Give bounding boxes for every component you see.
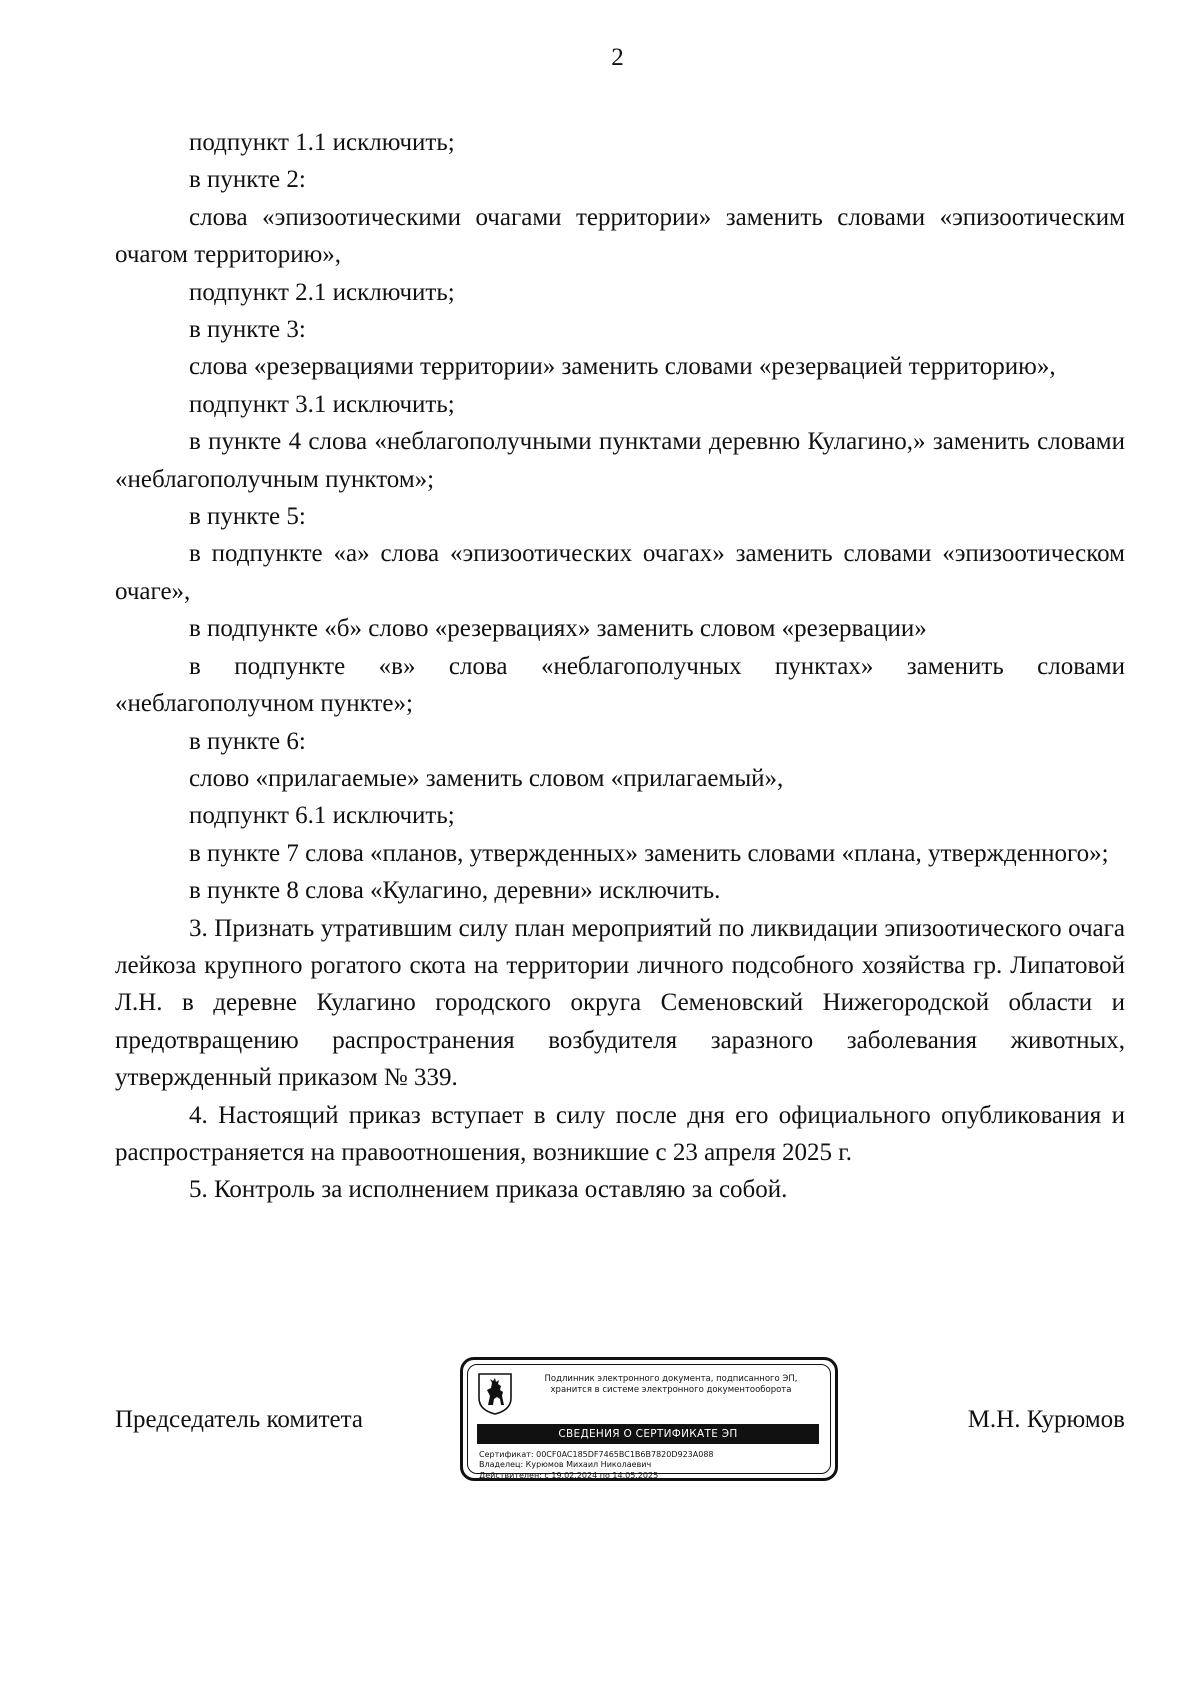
- paragraph: в пункте 5:: [189, 503, 306, 531]
- paragraph: в пункте 7 слова «планов, утвержденных» заменить словами «плана, утвержденного»;: [189, 839, 1109, 867]
- paragraph: подпункт 2.1 исключить;: [189, 278, 455, 306]
- stamp-note-line: Подлинник электронного документа, подписанного ЭП,: [544, 1374, 798, 1384]
- e-signature-stamp: [460, 1357, 838, 1481]
- paragraph: в пункте 2:: [189, 166, 306, 194]
- stamp-header: СВЕДЕНИЯ О СЕРТИФИКАТЕ ЭП: [477, 1424, 819, 1444]
- stamp-certificate: Сертификат: 00CF0AC185DF7465BC1B6B7820D923A088: [479, 1450, 714, 1459]
- paragraph: 4. Настоящий приказ вступает в силу после дня его официального опубликования и распространяется на правоотношения, возникшие с 23 апреля 2025 г.: [115, 1101, 1125, 1166]
- paragraph: 5. Контроль за исполнением приказа оставляю за собой.: [189, 1176, 788, 1204]
- paragraph: подпункт 3.1 исключить;: [189, 390, 455, 418]
- page-number: 2: [611, 44, 624, 71]
- stamp-note-line: хранится в системе электронного документооборота: [550, 1385, 792, 1395]
- paragraph: в подпункте «б» слово «резервациях» заменить словом «резервации»: [189, 615, 927, 643]
- coat-of-arms-icon: [477, 1372, 513, 1416]
- paragraph: слова «резервациями территории» заменить словами «резервацией территорию»,: [189, 353, 1056, 381]
- stamp-details: [479, 1450, 714, 1481]
- paragraph: в пункте 8 слова «Кулагино, деревни» исключить.: [189, 877, 721, 905]
- paragraph: в подпункте «в» слова «неблагополучных пунктах» заменить словами «неблагополучном пункте»;: [115, 652, 1125, 718]
- paragraph: в пункте 4 слова «неблагополучными пунктами деревню Кулагино,» заменить словами «неблагополучным пунктом»;: [115, 428, 1125, 493]
- document-body: [115, 124, 1125, 1209]
- paragraph: слова «эпизоотическими очагами территории» заменить словами «эпизоотическим очагом территорию»,: [115, 203, 1125, 269]
- stamp-note: [521, 1374, 821, 1396]
- paragraph: подпункт 6.1 исключить;: [189, 802, 455, 830]
- stamp-owner: Владелец: Курюмов Михаил Николаевич: [479, 1460, 652, 1470]
- stamp-validity: Действителен: с 19.02.2024 по 14.05.2025: [479, 1470, 659, 1480]
- paragraph: 3. Признать утратившим силу план мероприятий по ликвидации эпизоотического очага лейкоза крупного рогатого скота на территории личного подсобного хозяйства гр. Липатовой Л.Н. в деревне Кулагино городского округа Семеновский Нижегородской области и предотвращению распространения возбудителя заразного заболевания животных, утвержденный приказом № 339.: [115, 914, 1125, 1092]
- signer-name: М.Н. Курюмов: [967, 1406, 1125, 1433]
- signer-title: Председатель комитета: [115, 1406, 363, 1433]
- paragraph: в пункте 3:: [189, 316, 306, 344]
- paragraph: подпункт 1.1 исключить;: [189, 129, 455, 156]
- paragraph: в подпункте «а» слова «эпизоотических очагах» заменить словами «эпизоотическом очаге»,: [115, 540, 1125, 605]
- paragraph: слово «прилагаемые» заменить словом «прилагаемый»,: [189, 764, 784, 792]
- paragraph: в пункте 6:: [189, 727, 306, 755]
